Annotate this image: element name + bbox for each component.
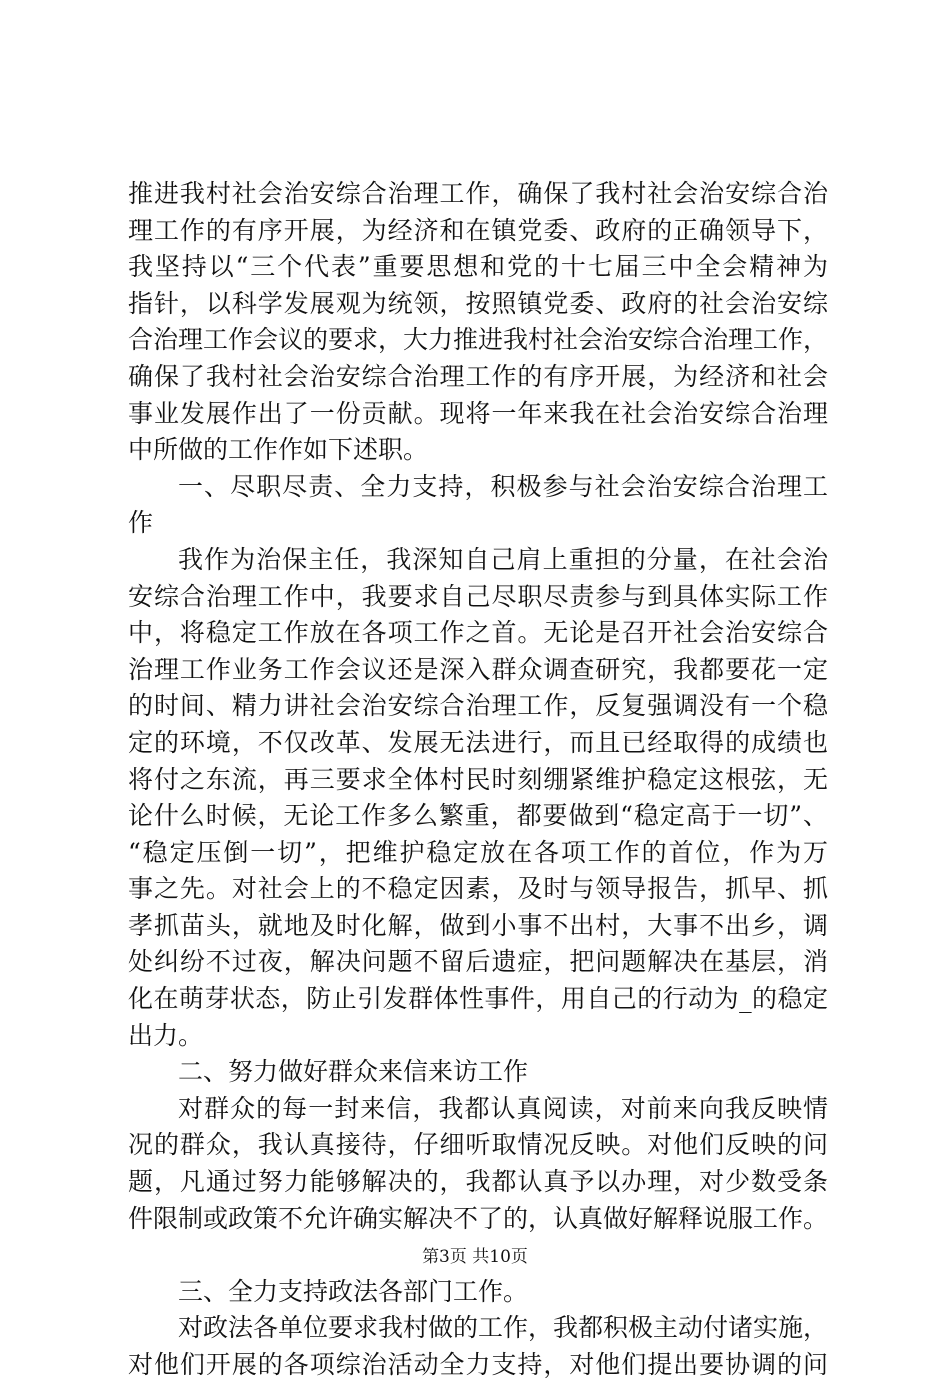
text-line: 一、尽职尽责、全力支持，积极参与社会治安综合治理工 (178, 471, 828, 501)
text-line: “稳定压倒一切”，把维护稳定放在各项工作的首位，作为万 (128, 837, 828, 867)
document-body (128, 176, 828, 1384)
text-line: 事业发展作出了一份贡献。现将一年来我在社会治安综合治理 (128, 398, 828, 428)
text-line: 孝抓苗头，就地及时化解，做到小事不出村，大事不出乡，调 (128, 910, 828, 940)
text-line: 出力。 (128, 1020, 204, 1050)
text-line: 指针，以科学发展观为统领，按照镇党委、政府的社会治安综 (128, 288, 828, 318)
text-line: 合治理工作会议的要求，大力推进我村社会治安综合治理工作， (128, 325, 828, 355)
page-footer: 第3页 共10页 (422, 1247, 528, 1267)
text-line: 治理工作业务工作会议还是深入群众调查研究，我都要花一定 (128, 654, 828, 684)
text-line: 况的群众，我认真接待，仔细听取情况反映。对他们反映的问 (128, 1130, 828, 1160)
text-line: 中所做的工作作如下述职。 (128, 435, 429, 465)
text-line: 论什么时候，无论工作多么繁重，都要做到“稳定高于一切”、 (128, 801, 828, 831)
text-line: 中，将稳定工作放在各项工作之首。无论是召开社会治安综合 (128, 618, 828, 648)
text-line: 作 (128, 508, 154, 538)
text-line: 的时间、精力讲社会治安综合治理工作，反复强调没有一个稳 (128, 691, 828, 721)
text-line: 题，凡通过努力能够解决的，我都认真予以办理，对少数受条 (128, 1167, 828, 1197)
text-line: 化在萌芽状态，防止引发群体性事件，用自己的行动为_的稳定 (128, 984, 828, 1014)
text-line: 推进我村社会治安综合治理工作，确保了我村社会治安综合治 (128, 179, 828, 208)
text-line: 将付之东流，再三要求全体村民时刻绷紧维护稳定这根弦，无 (128, 764, 828, 794)
text-line: 安综合治理工作中，我要求自己尽职尽责参与到具体实际工作 (128, 581, 828, 611)
text-line: 我作为治保主任，我深知自己肩上重担的分量，在社会治 (178, 544, 828, 574)
text-line: 三、全力支持政法各部门工作。 (178, 1276, 529, 1306)
text-line: 对他们开展的各项综治活动全力支持，对他们提出要协调的问 (128, 1350, 828, 1379)
text-line: 确保了我村社会治安综合治理工作的有序开展，为经济和社会 (128, 361, 828, 391)
text-line: 件限制或政策不允许确实解决不了的，认真做好解释说服工作。 (128, 1203, 828, 1233)
text-line: 我坚持以“三个代表”重要思想和党的十七届三中全会精神为 (128, 252, 828, 282)
text-line: 定的环境，不仅改革、发展无法进行，而且已经取得的成绩也 (128, 727, 828, 757)
text-line: 处纠纷不过夜，解决问题不留后遗症，把问题解决在基层，消 (128, 947, 828, 977)
text-line: 对政法各单位要求我村做的工作，我都积极主动付诸实施， (178, 1313, 828, 1343)
text-line: 对群众的每一封来信，我都认真阅读，对前来向我反映情 (178, 1093, 828, 1123)
text-line: 事之先。对社会上的不稳定因素，及时与领导报告，抓早、抓 (128, 874, 828, 904)
text-line: 二、努力做好群众来信来访工作 (178, 1057, 529, 1087)
text-line: 理工作的有序开展，为经济和在镇党委、政府的正确领导下， (128, 215, 828, 245)
